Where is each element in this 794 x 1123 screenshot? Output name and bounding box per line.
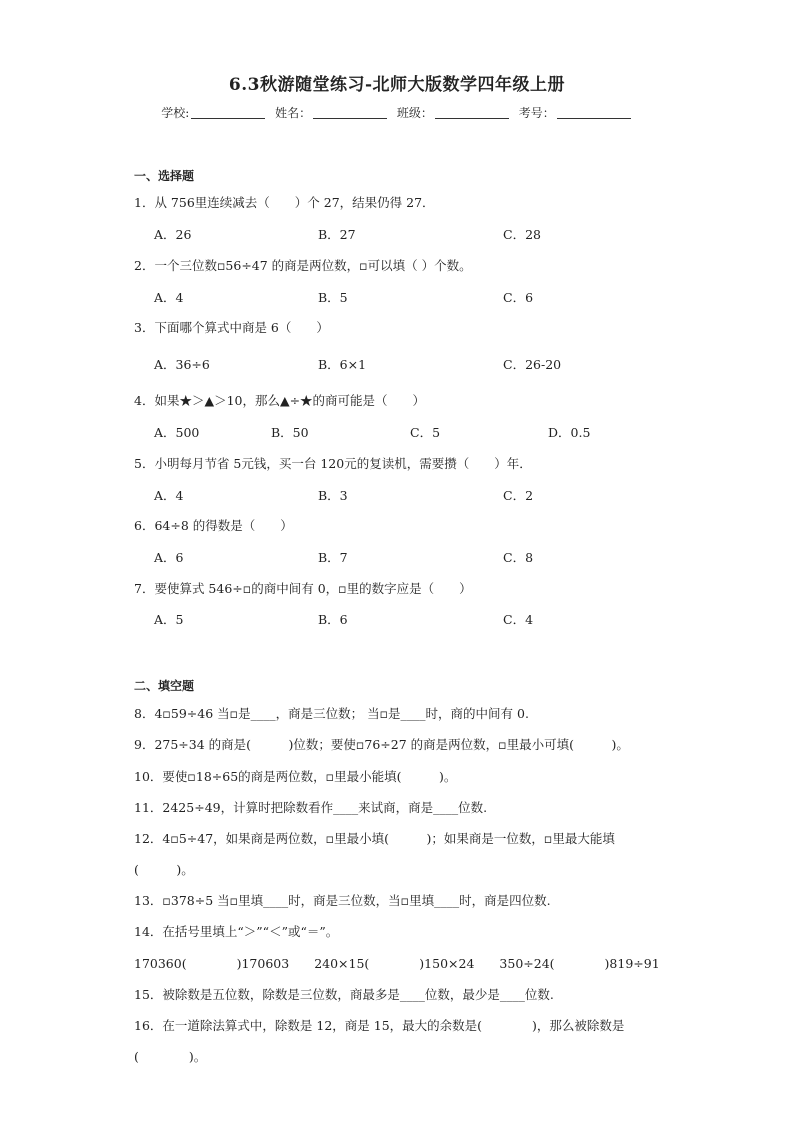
option[interactable]: A．26 — [154, 227, 192, 242]
option[interactable]: A．500 — [154, 425, 200, 440]
option[interactable]: D．0.5 — [548, 425, 591, 440]
choice-question: 3．下面哪个算式中商是 6（ ） — [134, 320, 329, 335]
page-title: 6.3秋游随堂练习-北师大版数学四年级上册 — [228, 75, 566, 95]
option[interactable]: C．2 — [503, 488, 534, 503]
class-label: 班级： — [396, 106, 433, 120]
option[interactable]: C．8 — [503, 550, 534, 565]
fill-question: 15．被除数是五位数，除数是三位数，商最多是____位数，最少是____位数. — [134, 987, 554, 1002]
fill-question: 11．2425÷49，计算时把除数看作____来试商，商是____位数. — [134, 800, 488, 815]
option[interactable]: B．3 — [318, 488, 348, 503]
comparison-row: 170360( )170603 240×15( )150×24 350÷24( )819÷91 — [134, 956, 660, 971]
fill-question: 12．4▫5÷47，如果商是两位数，▫里最小填( )；如果商是一位数，▫里最大能填 — [134, 831, 615, 846]
fill-question: 8．4▫59÷46 当▫是____，商是三位数； 当▫是____时，商的中间有 0. — [134, 706, 529, 721]
option[interactable]: A．4 — [154, 488, 184, 503]
student-info-row — [0, 104, 794, 121]
number-blank[interactable] — [557, 106, 631, 119]
choice-question: 5．小明每月节省 5元钱，买一台 120元的复读机，需要攒（ ）年． — [134, 456, 532, 471]
class-blank[interactable] — [435, 106, 509, 119]
option[interactable]: C．4 — [503, 612, 534, 627]
number-label: 考号： — [518, 106, 555, 120]
name-blank[interactable] — [313, 106, 387, 119]
option[interactable]: C．6 — [503, 290, 534, 305]
choice-options — [154, 225, 714, 241]
choice-question: 7．要使算式 546÷▫的商中间有 0，▫里的数字应是（ ） — [134, 581, 472, 596]
choice-question: 6．64÷8 的得数是（ ） — [134, 518, 293, 533]
fill-question: 14．在括号里填上“＞”“＜”或“＝”。 — [134, 924, 339, 939]
option[interactable]: B．50 — [271, 425, 309, 440]
option[interactable]: A．4 — [154, 290, 184, 305]
school-blank[interactable] — [191, 106, 265, 119]
option[interactable]: C．26-20 — [503, 357, 562, 372]
option[interactable]: A．5 — [154, 612, 184, 627]
fill-question: 13．▫378÷5 当▫里填____时，商是三位数，当▫里填____时，商是四位数. — [134, 893, 551, 908]
fill-question: 10．要使▫18÷65的商是两位数，▫里最小能填( )。 — [134, 769, 457, 784]
option[interactable]: A．36÷6 — [154, 357, 210, 372]
fill-question-continuation: ( )。 — [134, 1049, 207, 1064]
section-heading-fill: 二、填空题 — [134, 679, 195, 693]
choice-options — [154, 423, 714, 439]
name-label: 姓名： — [275, 106, 312, 120]
option[interactable]: A．6 — [154, 550, 184, 565]
choice-question: 2．一个三位数▫56÷47 的商是两位数，▫可以填（ ）个数。 — [134, 258, 472, 273]
choice-options — [154, 548, 714, 564]
option[interactable]: B．6 — [318, 612, 348, 627]
school-label: 学校: — [161, 106, 190, 120]
option[interactable]: B．6×1 — [318, 357, 367, 372]
option[interactable]: C．5 — [410, 425, 441, 440]
option[interactable]: B．5 — [318, 290, 348, 305]
fill-question: 16．在一道除法算式中，除数是 12，商是 15，最大的余数是( )，那么被除数是 — [134, 1018, 625, 1033]
choice-options — [154, 486, 714, 502]
choice-question: 1．从 756里连续减去（ ）个 27，结果仍得 27． — [134, 195, 435, 210]
choice-options — [154, 288, 714, 304]
option[interactable]: B．27 — [318, 227, 356, 242]
choice-question: 4．如果★＞▲＞10，那么▲÷★的商可能是（ ） — [134, 393, 426, 408]
option[interactable]: B．7 — [318, 550, 348, 565]
option[interactable]: C．28 — [503, 227, 541, 242]
choice-options — [154, 610, 714, 626]
section-heading-choice: 一、选择题 — [134, 169, 195, 183]
fill-question: 9．275÷34 的商是( )位数；要使▫76÷27 的商是两位数，▫里最小可填( )。 — [134, 737, 629, 752]
choice-options — [154, 355, 714, 371]
fill-question-continuation: ( )。 — [134, 862, 194, 877]
